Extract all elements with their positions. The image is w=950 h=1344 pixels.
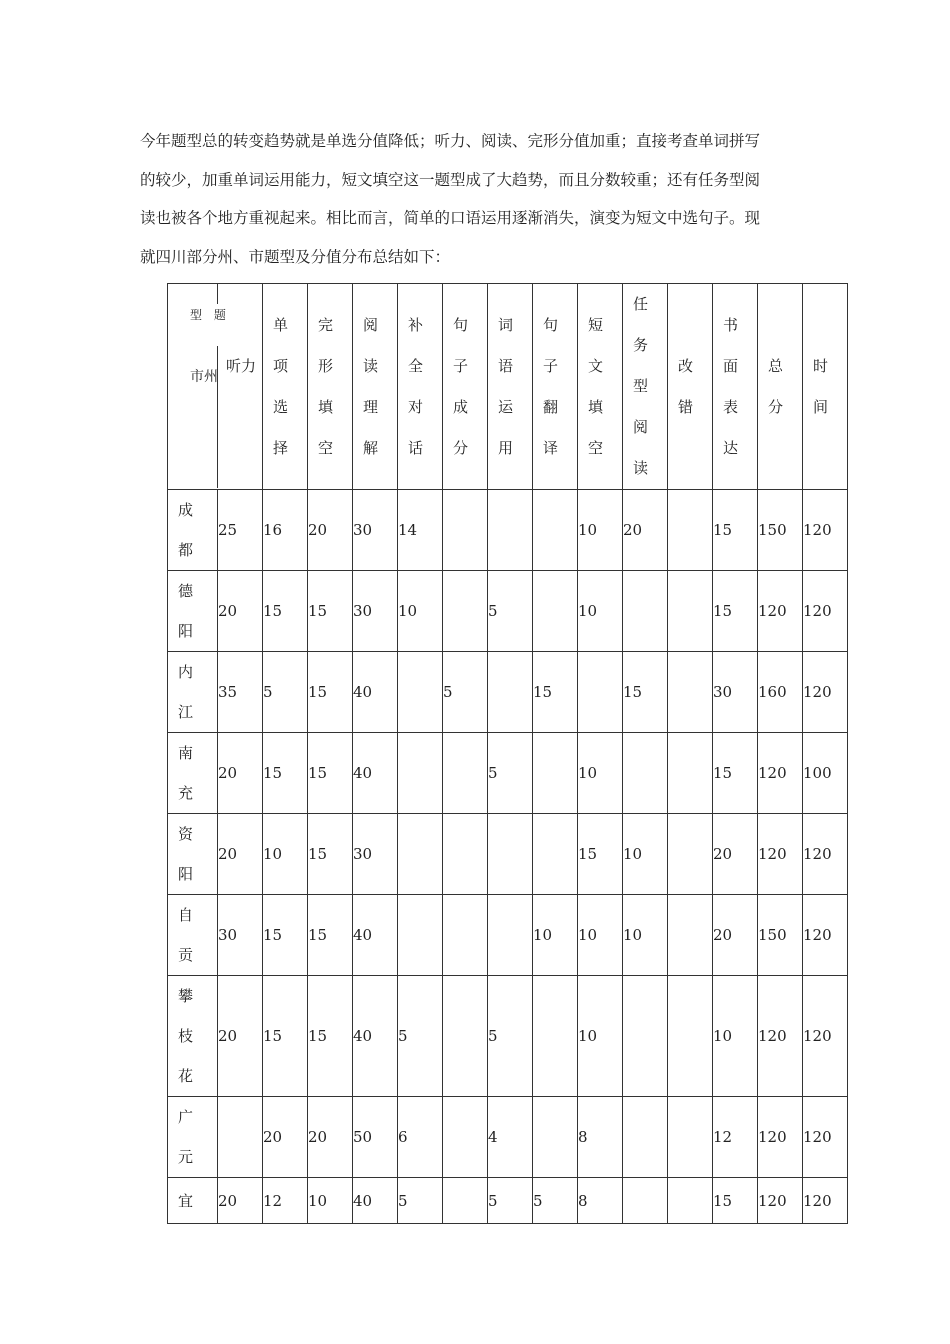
value-cell: 30 <box>353 814 398 895</box>
value-cell: 10 <box>578 490 623 571</box>
value-cell: 120 <box>803 571 848 652</box>
table-row <box>168 652 848 733</box>
value-cell <box>668 1097 713 1178</box>
header-char: 文 <box>588 356 604 375</box>
header-char: 充 <box>178 784 194 802</box>
value-cell <box>668 652 713 733</box>
value-cell: 15 <box>713 1178 758 1224</box>
value-cell: 6 <box>398 1097 443 1178</box>
table-row <box>168 1178 848 1224</box>
header-char: 句 <box>453 315 469 334</box>
column-header <box>263 284 308 490</box>
header-char: 总 <box>768 356 784 375</box>
header-char: 成 <box>453 397 469 416</box>
value-cell: 120 <box>803 1097 848 1178</box>
column-header <box>803 284 848 490</box>
value-cell <box>533 571 578 652</box>
header-char: 务 <box>633 336 649 354</box>
value-cell: 150 <box>758 490 803 571</box>
column-header <box>533 284 578 490</box>
value-cell <box>623 733 668 814</box>
header-char: 宜 <box>178 1191 194 1210</box>
value-cell: 15 <box>713 490 758 571</box>
table-row <box>168 733 848 814</box>
value-cell: 4 <box>488 1097 533 1178</box>
column-header-text <box>443 305 487 469</box>
value-cell <box>488 895 533 976</box>
header-char: 词 <box>498 315 514 334</box>
column-header <box>398 284 443 490</box>
value-cell: 120 <box>803 895 848 976</box>
value-cell <box>443 571 488 652</box>
value-cell: 120 <box>758 1097 803 1178</box>
header-char: 型 <box>633 377 649 395</box>
value-cell: 5 <box>488 571 533 652</box>
value-cell: 5 <box>398 976 443 1097</box>
header-char: 用 <box>498 438 514 457</box>
city-name <box>168 895 217 975</box>
value-cell: 20 <box>218 976 263 1097</box>
value-cell: 16 <box>263 490 308 571</box>
table-row <box>168 1097 848 1178</box>
value-cell: 120 <box>803 1178 848 1224</box>
header-char: 子 <box>453 356 469 375</box>
header-char: 句 <box>543 315 559 334</box>
value-cell: 30 <box>353 571 398 652</box>
header-char: 读 <box>633 459 649 477</box>
value-cell <box>623 1097 668 1178</box>
header-char: 翻 <box>543 397 559 416</box>
column-header-text <box>623 284 667 489</box>
column-header <box>308 284 353 490</box>
header-char: 单 <box>273 315 289 334</box>
column-header-text <box>398 305 442 469</box>
header-char: 时 <box>813 356 829 375</box>
header-char: 成 <box>178 501 194 519</box>
value-cell <box>443 733 488 814</box>
value-cell: 8 <box>578 1097 623 1178</box>
value-cell <box>623 1178 668 1224</box>
intro-line: 读也被各个地方重视起来。相比而言，简单的口语运用逐渐消失，演变为短文中选句子。现 <box>140 209 761 227</box>
header-char: 分 <box>768 397 784 416</box>
value-cell: 12 <box>263 1178 308 1224</box>
header-char: 元 <box>178 1148 194 1166</box>
value-cell: 15 <box>308 976 353 1097</box>
value-cell: 5 <box>443 652 488 733</box>
value-cell <box>443 895 488 976</box>
value-cell: 20 <box>623 490 668 571</box>
header-char: 完 <box>318 315 334 334</box>
value-cell: 10 <box>623 814 668 895</box>
value-cell: 160 <box>758 652 803 733</box>
value-cell: 100 <box>803 733 848 814</box>
value-cell: 40 <box>353 895 398 976</box>
value-cell <box>398 733 443 814</box>
value-cell <box>578 652 623 733</box>
value-cell: 40 <box>353 652 398 733</box>
value-cell: 40 <box>353 733 398 814</box>
header-char: 语 <box>498 356 514 375</box>
value-cell: 15 <box>308 733 353 814</box>
value-cell: 10 <box>578 895 623 976</box>
value-cell <box>533 814 578 895</box>
header-char: 短 <box>588 315 604 334</box>
value-cell: 15 <box>533 652 578 733</box>
value-cell: 14 <box>398 490 443 571</box>
value-cell <box>398 895 443 976</box>
column-header-text <box>578 305 622 469</box>
header-char: 项 <box>273 356 289 375</box>
value-cell <box>623 976 668 1097</box>
header-char: 子 <box>543 356 559 375</box>
value-cell: 25 <box>218 490 263 571</box>
score-distribution-table <box>167 283 848 1224</box>
city-cell <box>168 490 218 571</box>
column-header <box>578 284 623 490</box>
column-header-text <box>713 305 757 469</box>
value-cell: 15 <box>308 895 353 976</box>
value-cell: 30 <box>713 652 758 733</box>
value-cell <box>533 976 578 1097</box>
value-cell <box>668 895 713 976</box>
value-cell <box>668 490 713 571</box>
header-char: 选 <box>273 397 289 416</box>
value-cell: 5 <box>533 1178 578 1224</box>
header-char: 攀 <box>178 987 194 1005</box>
value-cell: 120 <box>803 652 848 733</box>
header-char: 全 <box>408 356 424 375</box>
city-cell <box>168 733 218 814</box>
corner-city-label <box>190 366 218 388</box>
value-cell <box>668 1178 713 1224</box>
header-char: 力 <box>241 357 257 375</box>
city-cell <box>168 652 218 733</box>
value-cell: 5 <box>488 976 533 1097</box>
value-cell: 20 <box>218 571 263 652</box>
header-char: 贡 <box>178 946 194 964</box>
city-cell <box>168 1097 218 1178</box>
value-cell: 8 <box>578 1178 623 1224</box>
corner-header-cell <box>168 284 263 490</box>
header-row <box>168 284 848 490</box>
value-cell: 50 <box>353 1097 398 1178</box>
value-cell: 20 <box>713 814 758 895</box>
table-row <box>168 895 848 976</box>
value-cell <box>398 652 443 733</box>
column-header-text <box>533 305 577 469</box>
value-cell: 120 <box>803 976 848 1097</box>
header-char: 德 <box>178 582 194 600</box>
header-char: 译 <box>543 438 559 457</box>
header-char: 填 <box>318 397 334 416</box>
value-cell: 15 <box>308 652 353 733</box>
value-cell: 5 <box>398 1178 443 1224</box>
header-char: 择 <box>273 438 289 457</box>
value-cell: 30 <box>218 895 263 976</box>
header-char: 形 <box>318 356 334 375</box>
value-cell: 15 <box>713 571 758 652</box>
city-name <box>168 976 217 1096</box>
value-cell: 120 <box>758 976 803 1097</box>
header-char: 资 <box>178 825 194 843</box>
value-cell <box>218 1097 263 1178</box>
value-cell <box>668 571 713 652</box>
value-cell <box>488 814 533 895</box>
header-char: 达 <box>723 438 739 457</box>
header-char: 书 <box>723 315 739 334</box>
value-cell <box>398 814 443 895</box>
header-char: 阅 <box>363 315 379 334</box>
table-row <box>168 976 848 1097</box>
value-cell <box>668 733 713 814</box>
city-name <box>168 571 217 651</box>
column-header <box>443 284 488 490</box>
column-header <box>668 284 713 490</box>
value-cell: 10 <box>533 895 578 976</box>
header-char: 理 <box>363 397 379 416</box>
value-cell: 120 <box>758 814 803 895</box>
value-cell <box>443 1178 488 1224</box>
intro-paragraph <box>140 122 820 276</box>
value-cell: 20 <box>218 733 263 814</box>
value-cell: 20 <box>308 490 353 571</box>
city-cell <box>168 571 218 652</box>
value-cell: 120 <box>758 571 803 652</box>
value-cell: 120 <box>803 814 848 895</box>
value-cell: 10 <box>623 895 668 976</box>
value-cell: 12 <box>713 1097 758 1178</box>
header-char: 花 <box>178 1067 194 1085</box>
city-name <box>168 1181 217 1221</box>
header-char: 对 <box>408 397 424 416</box>
column-header <box>713 284 758 490</box>
value-cell: 5 <box>488 1178 533 1224</box>
city-name <box>168 814 217 894</box>
value-cell <box>623 571 668 652</box>
value-cell: 5 <box>488 733 533 814</box>
value-cell: 15 <box>308 571 353 652</box>
header-char: 间 <box>813 397 829 416</box>
value-cell <box>443 976 488 1097</box>
value-cell <box>488 490 533 571</box>
value-cell <box>443 814 488 895</box>
header-char: 阳 <box>178 622 194 640</box>
value-cell: 10 <box>578 733 623 814</box>
header-char: 阅 <box>633 418 649 436</box>
value-cell: 15 <box>713 733 758 814</box>
value-cell: 15 <box>623 652 668 733</box>
header-char: 话 <box>408 438 424 457</box>
city-name <box>168 733 217 813</box>
header-char: 读 <box>363 356 379 375</box>
value-cell <box>488 652 533 733</box>
value-cell: 40 <box>353 1178 398 1224</box>
header-char: 南 <box>178 744 194 762</box>
header-char: 听 <box>226 357 242 375</box>
value-cell: 10 <box>578 976 623 1097</box>
value-cell <box>443 1097 488 1178</box>
column-header-text <box>488 305 532 469</box>
value-cell: 20 <box>218 1178 263 1224</box>
value-cell: 15 <box>263 976 308 1097</box>
header-char: 阳 <box>178 865 194 883</box>
value-cell: 20 <box>308 1097 353 1178</box>
value-cell: 15 <box>578 814 623 895</box>
table-row <box>168 571 848 652</box>
header-char: 广 <box>178 1108 194 1126</box>
header-char: 都 <box>178 541 194 559</box>
city-name <box>168 490 217 570</box>
header-char: 改 <box>678 356 694 375</box>
city-name <box>168 652 217 732</box>
table-row <box>168 490 848 571</box>
column-header <box>353 284 398 490</box>
value-cell: 10 <box>713 976 758 1097</box>
header-char: 空 <box>318 438 334 457</box>
value-cell: 120 <box>758 733 803 814</box>
value-cell <box>668 814 713 895</box>
value-cell: 10 <box>308 1178 353 1224</box>
city-cell <box>168 1178 218 1224</box>
intro-line: 就四川部分州、市题型及分值分布总结如下： <box>140 247 451 266</box>
value-cell: 10 <box>263 814 308 895</box>
header-char: 分 <box>453 438 469 457</box>
value-cell: 10 <box>578 571 623 652</box>
value-cell: 20 <box>218 814 263 895</box>
header-char: 自 <box>178 906 194 924</box>
header-listening <box>226 346 256 387</box>
table-row <box>168 814 848 895</box>
value-cell: 5 <box>263 652 308 733</box>
header-char: 江 <box>178 703 194 721</box>
value-cell: 120 <box>758 1178 803 1224</box>
column-header <box>623 284 668 490</box>
value-cell: 150 <box>758 895 803 976</box>
value-cell: 40 <box>353 976 398 1097</box>
column-header <box>758 284 803 490</box>
header-char: 市 <box>190 369 204 385</box>
value-cell: 20 <box>263 1097 308 1178</box>
header-char: 错 <box>678 397 694 416</box>
column-header-text <box>263 305 307 469</box>
header-char: 州 <box>204 369 218 385</box>
intro-line: 今年题型总的转变趋势就是单选分值降低；听力、阅读、完形分值加重；直接考查单词拼写 <box>140 132 761 150</box>
column-header-text <box>803 346 847 428</box>
city-name <box>168 1097 217 1177</box>
header-char: 解 <box>363 438 379 457</box>
header-char: 内 <box>178 663 194 681</box>
value-cell <box>533 733 578 814</box>
corner-top-label: 型 题 <box>190 308 230 322</box>
column-header-text <box>308 305 352 469</box>
header-char: 空 <box>588 438 604 457</box>
value-cell <box>533 1097 578 1178</box>
header-char: 表 <box>723 397 739 416</box>
value-cell: 15 <box>263 733 308 814</box>
intro-line: 的较少，加重单词运用能力，短文填空这一题型成了大趋势，而且分数较重；还有任务型阅 <box>140 170 761 189</box>
value-cell <box>668 976 713 1097</box>
column-header-text <box>758 346 802 428</box>
value-cell: 120 <box>803 490 848 571</box>
corner-divider-top <box>217 284 218 304</box>
header-char: 面 <box>723 356 739 375</box>
column-header-text <box>668 346 712 428</box>
value-cell: 15 <box>263 571 308 652</box>
value-cell: 30 <box>353 490 398 571</box>
column-header <box>488 284 533 490</box>
value-cell: 10 <box>398 571 443 652</box>
city-cell <box>168 976 218 1097</box>
value-cell <box>533 490 578 571</box>
value-cell <box>443 490 488 571</box>
value-cell: 35 <box>218 652 263 733</box>
header-char: 填 <box>588 397 604 416</box>
value-cell: 15 <box>308 814 353 895</box>
column-header-text <box>353 305 397 469</box>
header-char: 运 <box>498 397 514 416</box>
value-cell: 15 <box>263 895 308 976</box>
header-char: 枝 <box>178 1027 194 1045</box>
city-cell <box>168 814 218 895</box>
header-char: 补 <box>408 315 424 334</box>
city-cell <box>168 895 218 976</box>
header-char: 任 <box>633 295 649 313</box>
value-cell: 20 <box>713 895 758 976</box>
